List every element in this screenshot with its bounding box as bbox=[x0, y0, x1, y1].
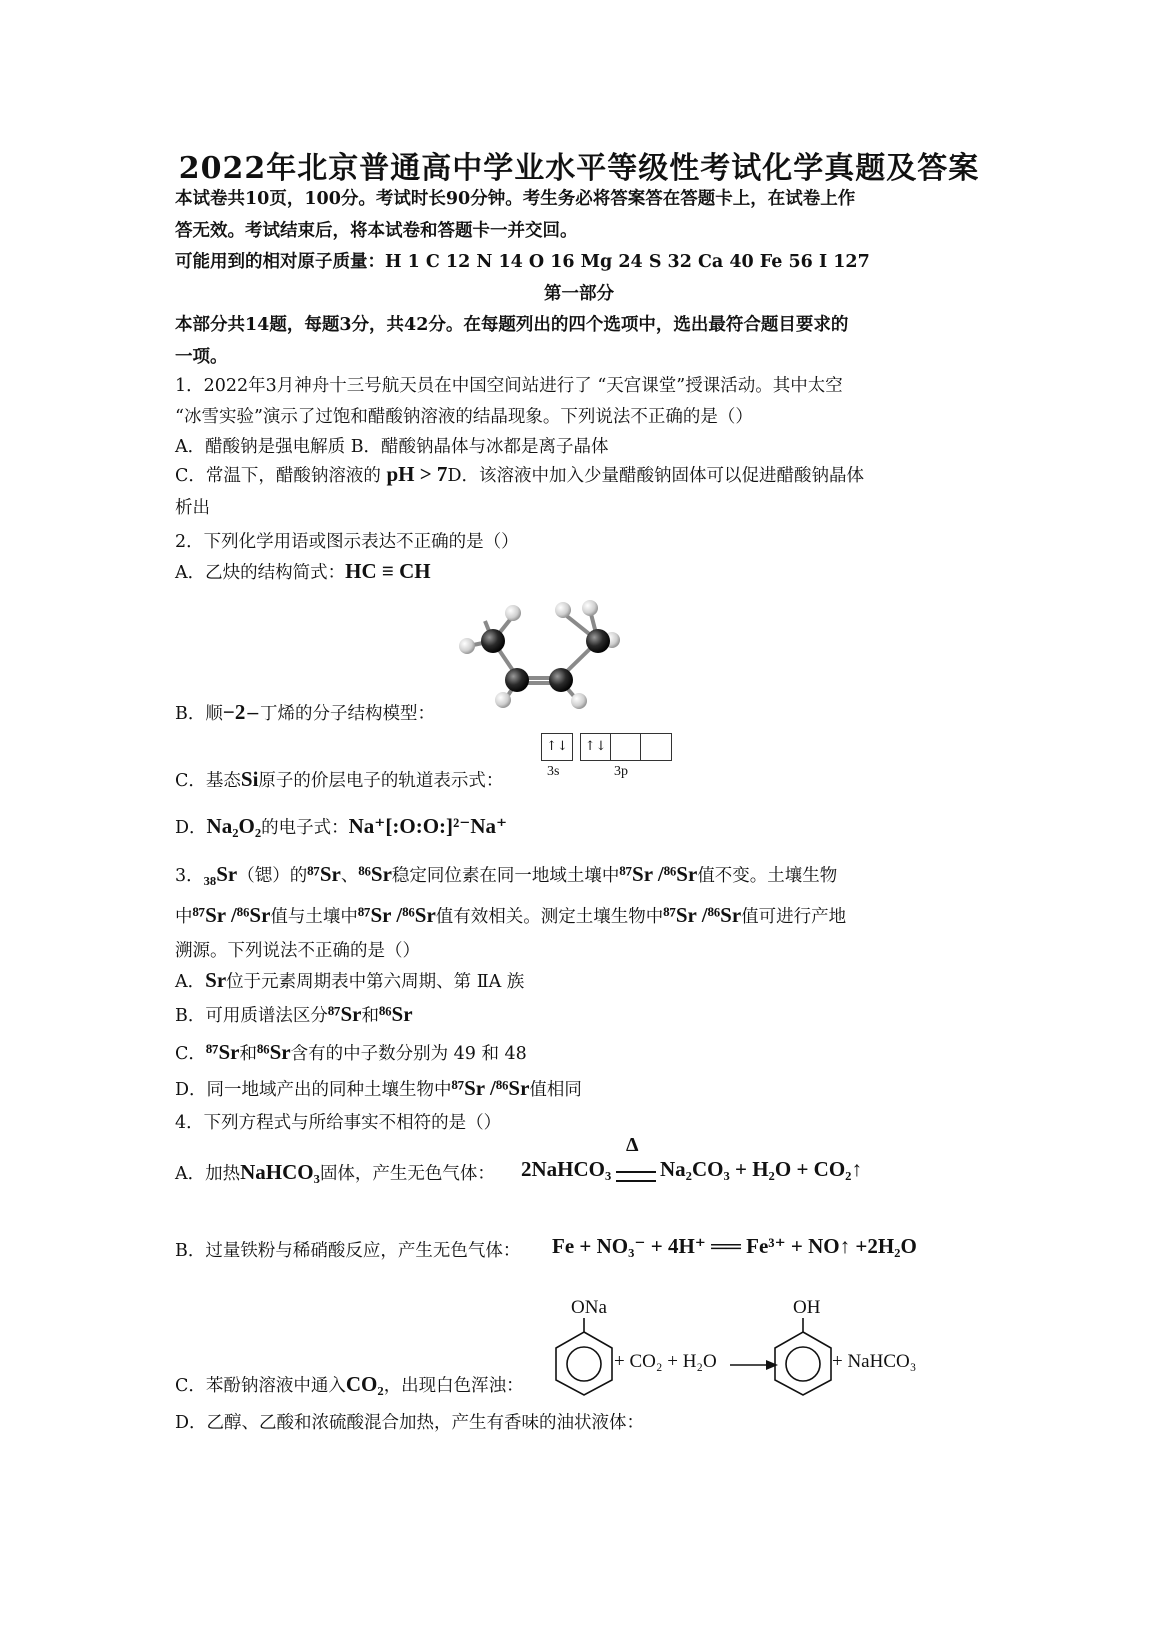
q4-c-formula: CO₂ bbox=[345, 1372, 384, 1396]
orbital-3s-cell: ↑↓ bbox=[546, 739, 568, 754]
q3-sr38: ₃₈Sr bbox=[203, 862, 238, 886]
q3-line-2 bbox=[175, 903, 846, 928]
q3-b-sr87: ⁸⁷Sr bbox=[327, 1002, 362, 1026]
q4-a-eq-right: Na₂CO₃ + H₂O + CO₂↑ bbox=[660, 1157, 862, 1181]
q4-a-pre: A．加热 bbox=[175, 1164, 241, 1184]
q4-option-c bbox=[175, 1372, 524, 1397]
q3-text-1: （锶）的 bbox=[237, 866, 308, 886]
q4-stem: 4．下列方程式与所给事实不相符的是（） bbox=[175, 1113, 502, 1133]
q2-c-si: Si bbox=[240, 767, 259, 791]
atomic-mass-line: 可能用到的相对原子质量：H 1 C 12 N 14 O 16 Mg 24 S 32 Ca 40 Fe 56 I 127 bbox=[175, 252, 870, 272]
q3-l2-e: 值有效相关。测定土壤生物中 bbox=[435, 907, 664, 927]
q2-d-formula: Na₂O₂ bbox=[206, 814, 262, 838]
q3-l2-g: 值可进行产地 bbox=[741, 907, 847, 927]
q4-c-byproduct: + NaHCO₃ bbox=[832, 1351, 917, 1372]
q3-l2-a: 中 bbox=[175, 907, 193, 927]
q3-d-ratio: ⁸⁷Sr /⁸⁶Sr bbox=[451, 1076, 530, 1100]
q3-c-mid: 和 bbox=[239, 1044, 257, 1064]
q3-b-sr86: ⁸⁶Sr bbox=[378, 1002, 413, 1026]
q4-option-b: B．过量铁粉与稀硝酸反应，产生无色气体： bbox=[175, 1241, 521, 1261]
part-desc-2: 一项。 bbox=[175, 347, 228, 367]
q2-a-pre: A．乙炔的结构简式： bbox=[175, 563, 346, 583]
orbital-3p-cell-2 bbox=[611, 734, 641, 760]
q2-b-post: −丁烯的分子结构模型： bbox=[245, 704, 436, 724]
q2-stem: 2．下列化学用语或图示表达不正确的是（） bbox=[175, 532, 519, 552]
q3-l2-ratio-1: ⁸⁷Sr /⁸⁶Sr bbox=[192, 903, 271, 927]
part-desc-1: 本部分共14题，每题3分，共42分。在每题列出的四个选项中，选出最符合题目要求的 bbox=[175, 315, 849, 335]
intro-line-1: 本试卷共10页，100分。考试时长90分钟。考生务必将答案答在答题卡上，在试卷上作 bbox=[175, 189, 856, 209]
q1-option-ab: A．醋酸钠是强电解质 B．醋酸钠晶体与冰都是离子晶体 bbox=[175, 437, 609, 457]
q2-option-d bbox=[175, 813, 507, 839]
q3-option-c bbox=[175, 1040, 527, 1065]
q3-c-post: 含有的中子数分别为 49 和 48 bbox=[290, 1044, 527, 1064]
orbital-3s-box bbox=[541, 733, 573, 761]
q3-sr87: ⁸⁷Sr bbox=[307, 862, 341, 886]
q4-a-post: 固体，产生无色气体： bbox=[319, 1164, 495, 1184]
q4-a-formula: NaHCO₃ bbox=[240, 1160, 320, 1184]
q3-ratio-1: ⁸⁷Sr /⁸⁶Sr bbox=[619, 862, 698, 886]
q3-l2-c: 值与土壤中 bbox=[270, 907, 358, 927]
q3-text-3: 值不变。土壤生物 bbox=[697, 866, 838, 886]
q2-b-pre: B．顺 bbox=[175, 704, 223, 724]
q3-c-sr87: ⁸⁷Sr bbox=[205, 1040, 240, 1064]
q3-l2-ratio-3: ⁸⁷Sr /⁸⁶Sr bbox=[663, 903, 742, 927]
q1-stem-2: “冰雪实验”演示了过饱和醋酸钠溶液的结晶现象。下列说法不正确的是（） bbox=[175, 407, 753, 427]
q3-sr86: ⁸⁶Sr bbox=[358, 862, 392, 886]
q2-d-post: 的电子式： bbox=[261, 818, 349, 838]
intro-line-2: 答无效。考试结束后，将本试卷和答题卡一并交回。 bbox=[175, 221, 578, 241]
q1-option-cd bbox=[175, 462, 864, 487]
q4-c-post: ，出现白色浑浊： bbox=[383, 1376, 524, 1396]
q3-d-pre: D．同一地域产出的同种土壤生物中 bbox=[175, 1080, 452, 1100]
q2-c-post: 原子的价层电子的轨道表示式： bbox=[258, 771, 504, 791]
q2-d-electron-formula: Na⁺[:O:O:]²⁻Na⁺ bbox=[348, 814, 508, 838]
q4-a-eq-sign bbox=[616, 1171, 656, 1182]
q3-sep: 、 bbox=[340, 866, 359, 886]
q3-a-sr: Sr bbox=[205, 968, 227, 992]
benzene-ring-reactant bbox=[551, 1318, 623, 1396]
q4-c-pre: C．苯酚钠溶液中通入 bbox=[175, 1376, 346, 1396]
page-title: 2022年北京普通高中学业水平等级性考试化学真题及答案 bbox=[178, 151, 980, 186]
q3-option-d bbox=[175, 1076, 582, 1101]
q3-b-pre: B．可用质谱法区分 bbox=[175, 1006, 328, 1026]
q3-b-mid: 和 bbox=[361, 1006, 379, 1026]
q1-stem-1: 1．2022年3月神舟十三号航天员在中国空间站进行了 “天宫课堂”授课活动。其中太空 bbox=[175, 376, 843, 396]
q2-option-b bbox=[175, 700, 435, 725]
q3-l2-ratio-2: ⁸⁷Sr /⁸⁶Sr bbox=[357, 903, 436, 927]
q2-a-formula: HC ≡ CH bbox=[345, 559, 431, 583]
q4-b-equation: Fe + NO₃⁻ + 4H⁺ ══ Fe³⁺ + NO↑ +2H₂O bbox=[552, 1234, 917, 1258]
q3-a-pre: A． bbox=[175, 972, 206, 992]
part-heading: 第一部分 bbox=[544, 284, 614, 304]
q1-c-pre: C．常温下，醋酸钠溶液的 bbox=[175, 466, 387, 486]
q2-c-pre: C．基态 bbox=[175, 771, 241, 791]
orbital-label-3p: 3p bbox=[614, 764, 628, 779]
q2-option-c bbox=[175, 767, 503, 792]
q3-line-1 bbox=[175, 862, 837, 887]
q3-option-b bbox=[175, 1002, 413, 1027]
q2-b-num: −2 bbox=[222, 700, 246, 724]
q1-c-formula: pH > 7 bbox=[386, 462, 448, 486]
q2-d-pre: D． bbox=[175, 818, 207, 838]
q4-option-d: D．乙醇、乙酸和浓硫酸混合加热，产生有香味的油状液体： bbox=[175, 1413, 645, 1433]
q3-option-a bbox=[175, 968, 524, 993]
q4-c-reactant-group: ONa bbox=[571, 1297, 607, 1318]
q4-a-eq-condition: Δ bbox=[626, 1134, 639, 1156]
orbital-3p-cell-3 bbox=[641, 734, 671, 760]
q3-text-2: 稳定同位素在同一地域土壤中 bbox=[391, 866, 620, 886]
q3-a-post: 位于元素周期表中第六周期、第 ⅡA 族 bbox=[226, 972, 525, 992]
q3-num: 3． bbox=[175, 866, 204, 886]
orbital-3p-cell-1: ↑↓ bbox=[581, 734, 611, 760]
q4-c-reagents: + CO₂ + H₂O bbox=[614, 1351, 717, 1372]
q3-line-3: 溯源。下列说法不正确的是（） bbox=[175, 941, 420, 961]
q3-c-pre: C． bbox=[175, 1044, 206, 1064]
q2-option-a bbox=[175, 559, 431, 584]
orbital-label-3s: 3s bbox=[547, 764, 560, 779]
q3-d-post: 值相同 bbox=[529, 1080, 582, 1100]
cis-2-butene-model bbox=[455, 598, 635, 710]
q4-c-product-group: OH bbox=[793, 1297, 821, 1318]
q4-a-eq-left: 2NaHCO₃ bbox=[521, 1157, 612, 1181]
q1-d-text: D．该溶液中加入少量醋酸钠固体可以促进醋酸钠晶体 bbox=[447, 466, 864, 486]
q4-option-a bbox=[175, 1160, 495, 1185]
orbital-3p-box bbox=[580, 733, 672, 761]
q3-c-sr86: ⁸⁶Sr bbox=[256, 1040, 291, 1064]
q1-d-cont: 析出 bbox=[175, 498, 210, 518]
